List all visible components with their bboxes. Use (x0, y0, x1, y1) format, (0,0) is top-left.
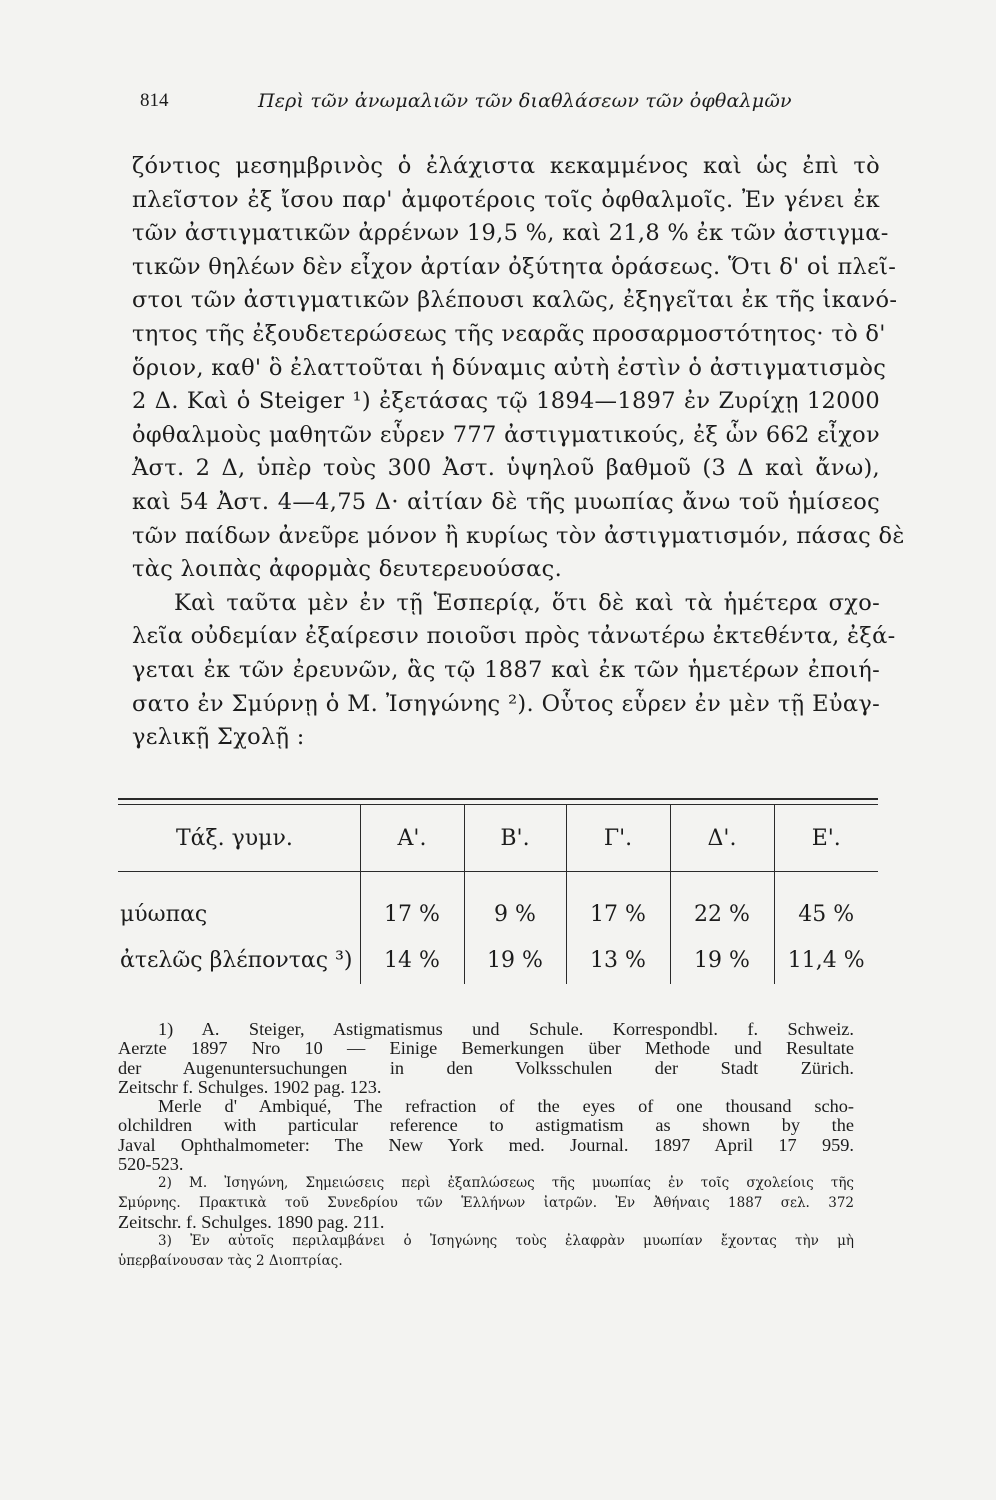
column-header: Α'. (360, 805, 464, 872)
body-line: Ἀστ. 2 Δ, ὑπὲρ τοὺς 300 Ἀστ. ὑψηλοῦ βαθμοῦ (3 Δ καὶ ἄνω), (132, 455, 880, 482)
footnote-line: Σμύρνης. Πρακτικὰ τοῦ Συνεδρίου τῶν Ἑλλήνων ἰατρῶν. Ἐν Ἀθήναις 1887 σελ. 372 (118, 1194, 854, 1211)
body-line: ζόντιος μεσημβρινὸς ὁ ἐλάχιστα κεκαμμένος καὶ ὡς ἐπὶ τὸ (132, 153, 880, 179)
header-class-label: Τάξ. γυμν. (118, 805, 360, 872)
body-text (132, 150, 905, 755)
table-cell: 17 % (566, 872, 670, 937)
table-cell: 19 % (464, 936, 566, 984)
footnote-line: olchildren with particular reference to astigmatism as shown by the (118, 1115, 854, 1136)
footnote-line: ὑπερβαίνουσαν τὰς 2 Διοπτρίας. (118, 1252, 343, 1269)
body-line: τῶν παίδων ἀνεῦρε μόνον ἢ κυρίως τὸν ἀστιγματισμόν, πάσας δὲ (132, 522, 905, 549)
column-header: Δ'. (670, 805, 774, 872)
body-line: τητος τῆς ἐξουδετερώσεως τῆς νεαρᾶς προσαρμοστότητος· τὸ δ' (132, 320, 886, 347)
table-cell: 9 % (464, 872, 566, 937)
body-line: λεῖα οὐδεμίαν ἐξαίρεσιν ποιοῦσι πρὸς τἀνωτέρω ἐκτεθέντα, ἐξά- (132, 623, 896, 650)
row-label: μύωπας (120, 901, 208, 927)
table-cell: 22 % (670, 872, 774, 937)
page-number: 814 (140, 90, 169, 111)
stats-table (118, 805, 878, 984)
body-line: καὶ 54 Ἀστ. 4—4,75 Δ· αἰτίαν δὲ τῆς μυωπίας ἄνω τοῦ ἡμίσεος (132, 488, 880, 515)
body-line: ὅριον, καθ' ὃ ἐλαττοῦται ἡ δύναμις αὐτὴ ἐστὶν ὁ ἀστιγματισμὸς (132, 354, 887, 381)
footnote-line: 1) A. Steiger, Astigmatismus und Schule. Korrespondbl. f. Schweiz. (158, 1019, 854, 1039)
column-header: Γ'. (566, 805, 670, 872)
running-title: Περὶ τῶν ἀνωμαλιῶν τῶν διαθλάσεων τῶν ὀφθαλμῶν (258, 90, 792, 112)
table-header-row (118, 805, 878, 872)
body-line: τῶν ἀστιγματικῶν ἀρρένων 19,5 %, καὶ 21,8 % ἐκ τῶν ἀστιγμα- (132, 220, 889, 247)
table-row (118, 936, 878, 984)
table-cell: 19 % (670, 936, 774, 984)
table-cell: 13 % (566, 936, 670, 984)
row-label: ἀτελῶς βλέποντας ³) (120, 947, 353, 973)
body-line: Καὶ ταῦτα μὲν ἐν τῇ Ἑσπερίᾳ, ὅτι δὲ καὶ τὰ ἡμέτερα σχο- (174, 589, 880, 616)
footnote-line: Javal Ophthalmometer: The New York med. Journal. 1897 April 17 959. (118, 1134, 854, 1155)
table-cell: 11,4 % (774, 936, 878, 984)
table-row (118, 872, 878, 937)
footnote-line: Zeitschr. f. Schulges. 1890 pag. 211. (118, 1211, 385, 1232)
footnote-line: Merle d' Ambiqué, The refraction of the eyes of one thousand scho- (158, 1096, 854, 1117)
body-line: στοι τῶν ἀστιγματικῶν βλέπουσι καλῶς, ἐξηγεῖται ἐκ τῆς ἱκανό- (132, 287, 898, 314)
footnote-line: der Augenuntersuchungen in den Volksschulen der Stadt Zürich. (118, 1057, 854, 1078)
column-header: Ε'. (774, 805, 878, 872)
body-line: τὰς λοιπὰς ἀφορμὰς δευτερευούσας. (132, 556, 563, 583)
page-header (140, 90, 880, 120)
body-line: γελικῇ Σχολῇ : (132, 724, 305, 751)
body-line: 2 Δ. Καὶ ὁ Steiger ¹) ἐξετάσας τῷ 1894—1897 ἐν Ζυρίχῃ 12000 (132, 388, 880, 415)
table-cell: 17 % (360, 872, 464, 937)
body-line: γεται ἐκ τῶν ἐρευνῶν, ἃς τῷ 1887 καὶ ἐκ τῶν ἡμετέρων ἐποιή- (132, 656, 880, 683)
table-top-rule (118, 798, 878, 800)
table-cell: 14 % (360, 936, 464, 984)
body-line: τικῶν θηλέων δὲν εἶχον ἀρτίαν ὀξύτητα ὁράσεως. Ὅτι δ' οἱ πλεῖ- (132, 253, 897, 280)
footnote-line: 2) Μ. Ἰσηγώνη, Σημειώσεις περὶ ἐξαπλώσεως τῆς μυωπίας ἐν τοῖς σχολείοις τῆς (158, 1175, 854, 1192)
footnote-line: 520-523. (118, 1154, 184, 1175)
myopia-table (118, 798, 878, 984)
body-line: ὀφθαλμοὺς μαθητῶν εὗρεν 777 ἀστιγματικούς, ἐξ ὧν 662 εἶχον (132, 421, 880, 448)
footnote-line: 3) Ἐν αὐτοῖς περιλαμβάνει ὁ Ἰσηγώνης τοὺς ἐλαφρὰν μυωπίαν ἔχοντας τὴν μὴ (158, 1233, 854, 1250)
footnotes (118, 1020, 854, 1271)
footnote-line: Aerzte 1897 Nro 10 — Einige Bemerkungen über Methode und Resultate (118, 1038, 854, 1059)
footnote-line: Zeitschr f. Schulges. 1902 pag. 123. (118, 1076, 382, 1097)
body-line: πλεῖστον ἐξ ἴσου παρ' ἀμφοτέροις τοῖς ὀφθαλμοῖς. Ἐν γένει ἐκ (132, 186, 880, 213)
column-header: Β'. (464, 805, 566, 872)
table-cell: 45 % (774, 872, 878, 937)
body-line: σατο ἐν Σμύρνῃ ὁ Μ. Ἰσηγώνης ²). Οὗτος εὗρεν ἐν μὲν τῇ Εὐαγ- (132, 690, 880, 717)
